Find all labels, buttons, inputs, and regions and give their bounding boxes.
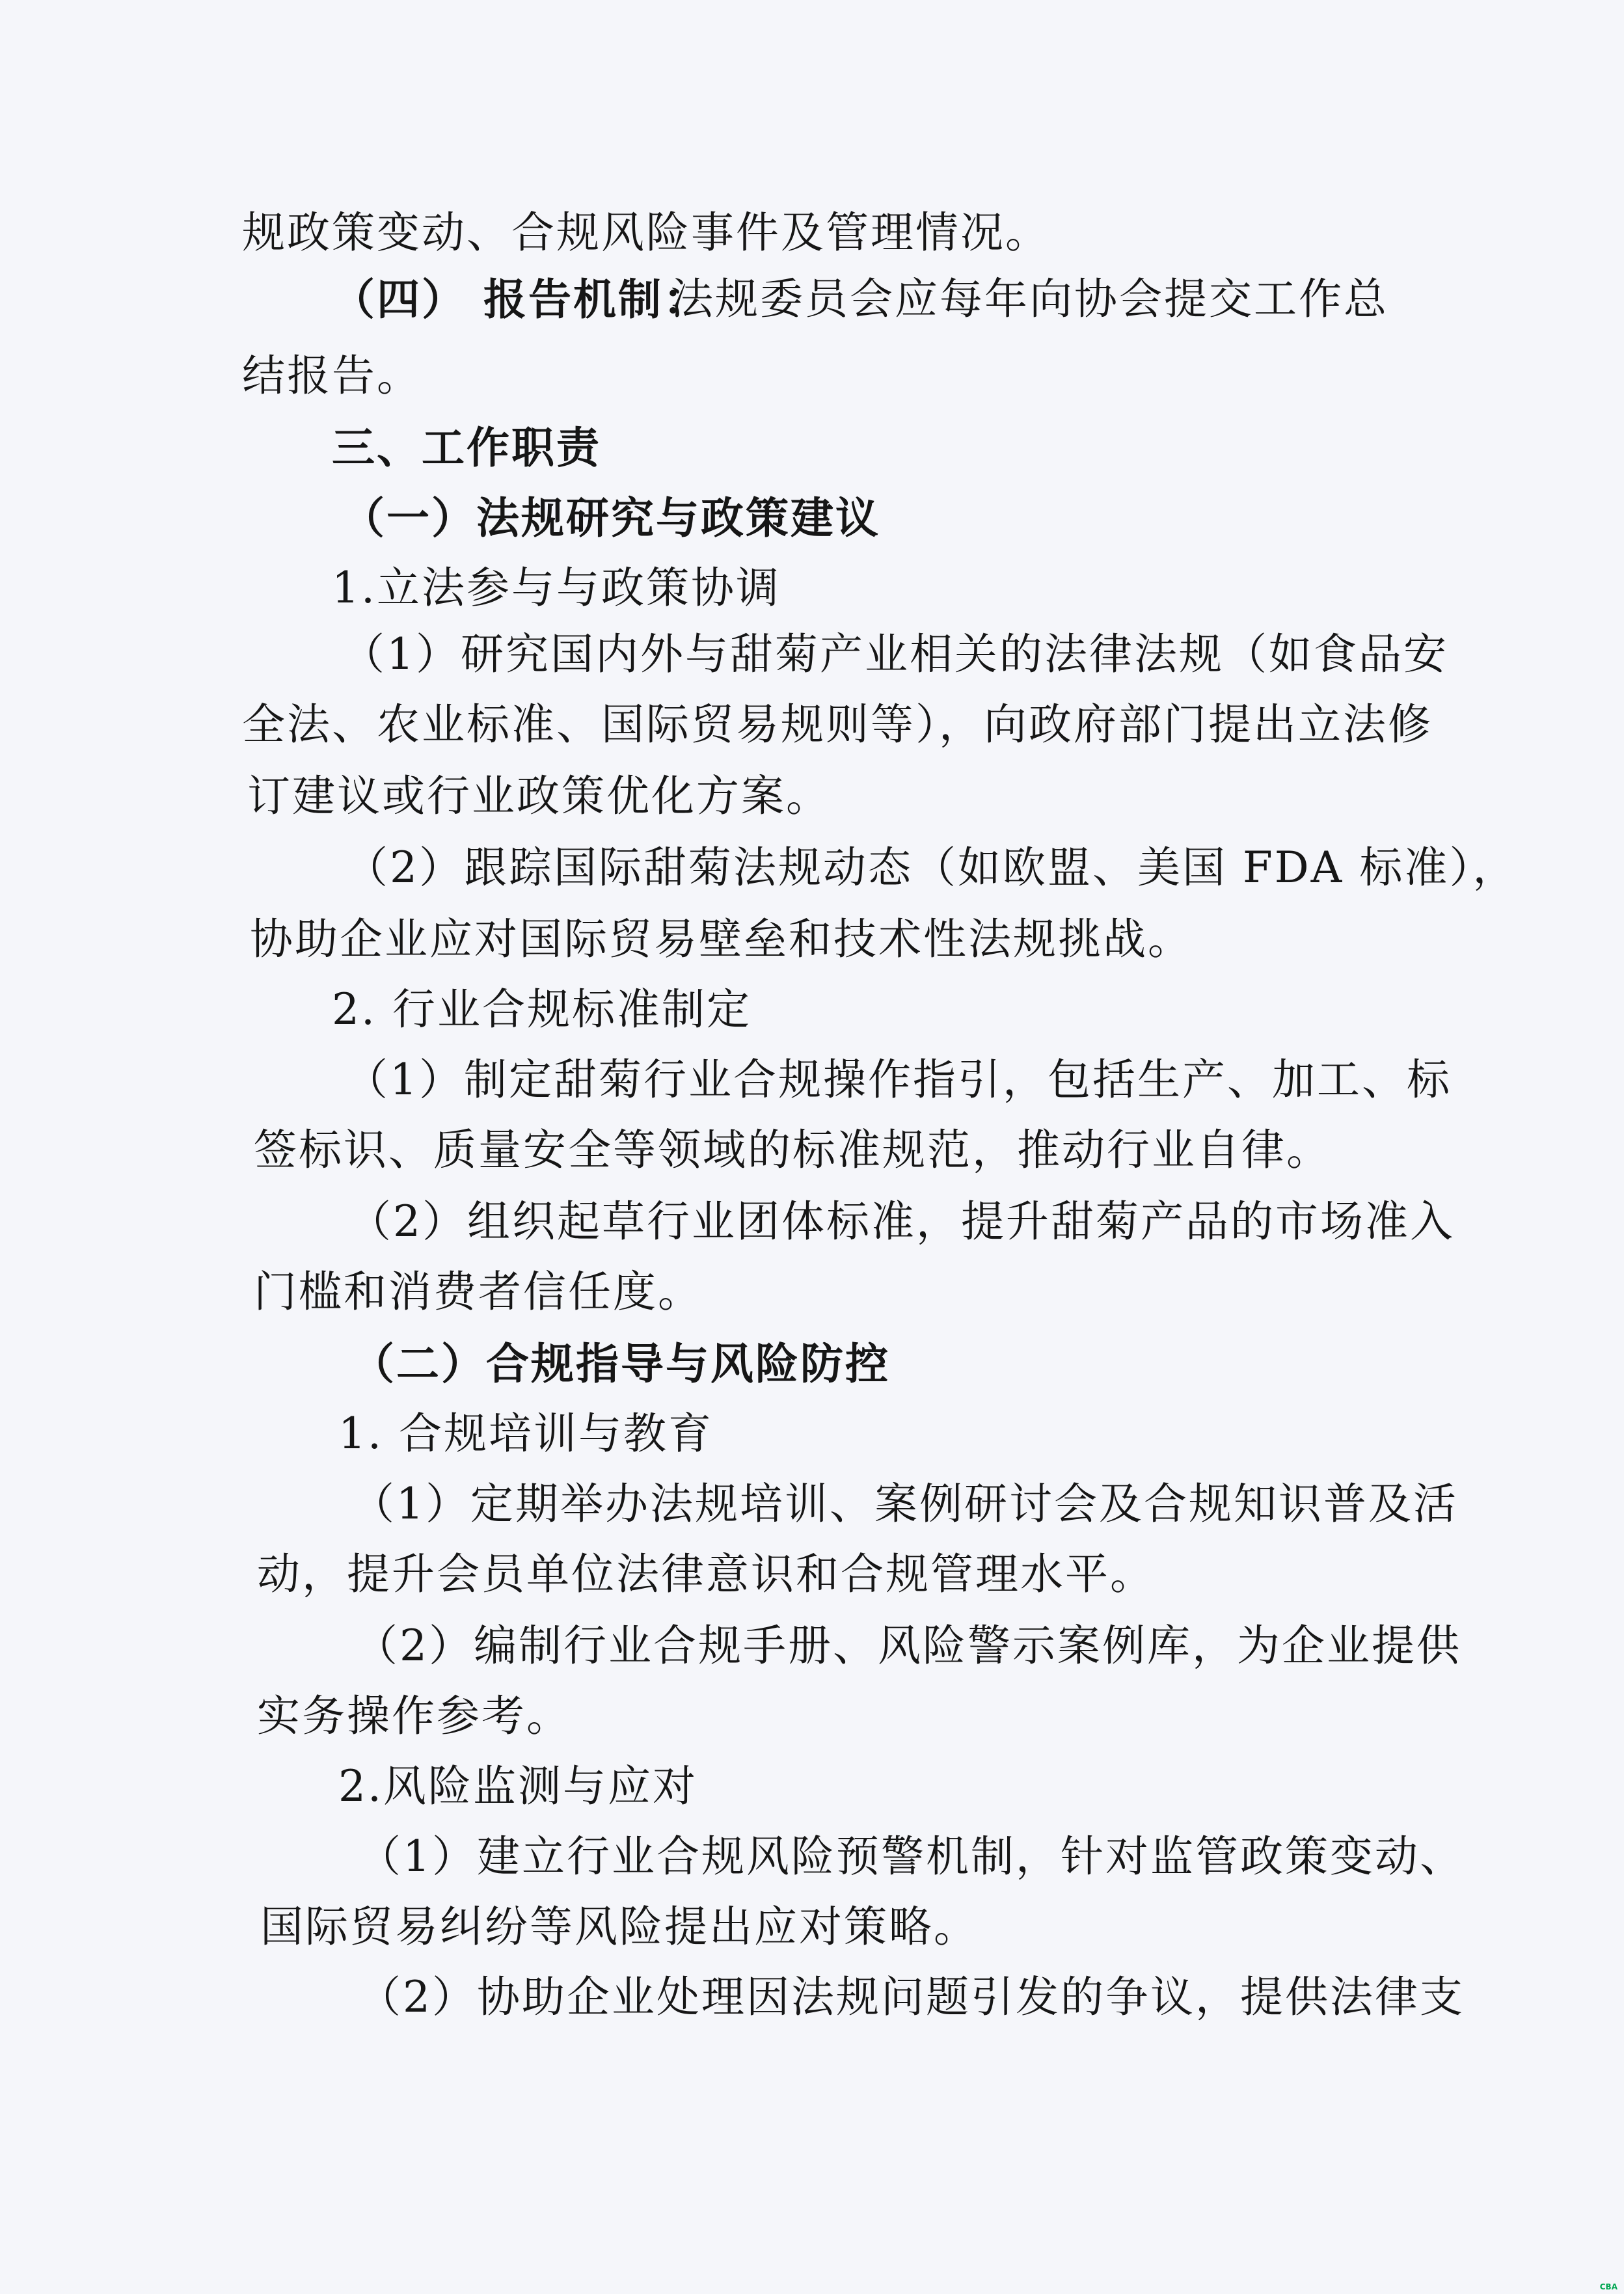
paragraph-line: 实务操作参考。 xyxy=(257,1691,571,1741)
subsection-heading: （一）法规研究与政策建议 xyxy=(342,493,880,543)
paragraph-line: 结报告。 xyxy=(242,351,422,401)
scanner-stamp: CBA xyxy=(1599,2282,1617,2291)
subsection-heading: （二）合规指导与风险防控 xyxy=(351,1338,890,1389)
paragraph-line: 签标识、质量安全等领域的标准规范，推动行业自律。 xyxy=(254,1125,1331,1175)
item-heading: 1.立法参与与政策协调 xyxy=(332,563,781,613)
item-heading: 2.风险监测与应对 xyxy=(338,1761,697,1811)
paragraph-line: 订建议或行业政策优化方案。 xyxy=(247,771,831,821)
paragraph-line: （2）组织起草行业团体标准，提升甜菊产品的市场准入 xyxy=(348,1196,1455,1247)
paragraph-line: 法规委员会应每年向协会提交工作总 xyxy=(670,274,1388,324)
paragraph-line: 协助企业应对国际贸易壁垒和技术性法规挑战。 xyxy=(250,914,1193,964)
paragraph-line: （2）跟踪国际甜菊法规动态（如欧盟、美国 FDA 标准）， xyxy=(345,843,1518,893)
paragraph-line: 门槛和消费者信任度。 xyxy=(254,1267,703,1317)
paragraph-line: （1）研究国内外与甜菊产业相关的法律法规（如食品安 xyxy=(342,629,1448,679)
section-heading-inline: （四） 报告机制： xyxy=(332,274,708,325)
paragraph-line: （2）编制行业合规手册、风险警示案例库，为企业提供 xyxy=(355,1621,1461,1671)
paragraph-line: （1）制定甜菊行业合规操作指引，包括生产、加工、标 xyxy=(345,1055,1452,1105)
paragraph-line: （1）建立行业合规风险预警机制，针对监管政策变动、 xyxy=(358,1831,1465,1882)
item-heading: 2. 行业合规标准制定 xyxy=(332,984,751,1034)
paragraph-line: 国际贸易纠纷等风险提出应对策略。 xyxy=(260,1902,979,1952)
paragraph-line: 全法、农业标准、国际贸易规则等），向政府部门提出立法修 xyxy=(242,699,1433,749)
paragraph-line: 规政策变动、合规风险事件及管理情况。 xyxy=(242,208,1050,258)
paragraph-line: 动，提升会员单位法律意识和合规管理水平。 xyxy=(257,1549,1155,1599)
paragraph-line: （2）协助企业处理因法规问题引发的争议，提供法律支 xyxy=(358,1972,1465,2022)
paragraph-line: （1）定期举办法规培训、案例研讨会及合规知识普及活 xyxy=(351,1479,1458,1529)
item-heading: 1. 合规培训与教育 xyxy=(338,1409,713,1459)
section-heading: 三、工作职责 xyxy=(332,422,601,473)
